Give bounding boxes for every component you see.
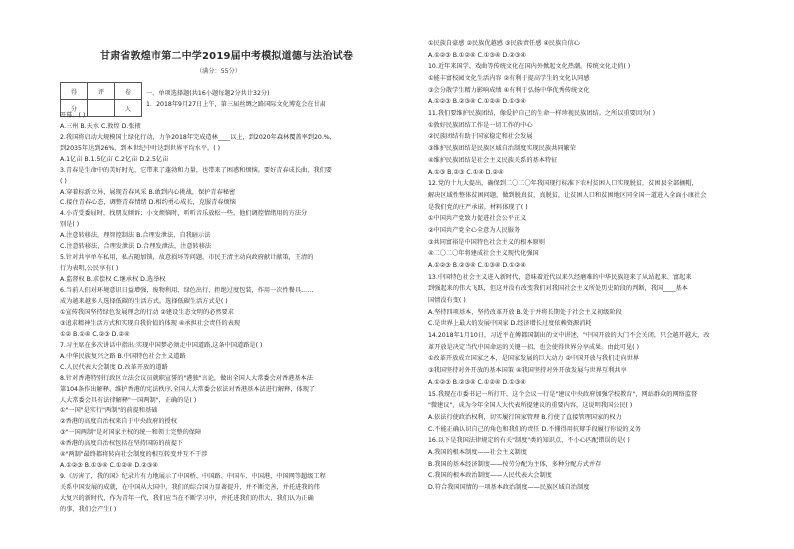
text-line: C.人民代表大会制度 D.改革开放的道路	[60, 363, 168, 371]
text-line: ①② B.①④ C.②③ D.②④	[60, 330, 130, 338]
text-line: A.①②③ B.②③④ C.①②④ D.①③④	[428, 98, 526, 106]
text-line: 15.我现在市委书记一所打开、这个会议一行是"建议中央政府加强学校教育"，网站群众的网络监督	[428, 390, 698, 398]
text-line: A.坚持四项基本，坚持改革开放 B.处于并将长期处于社会主义初级阶段	[428, 308, 622, 316]
text-line: 革开放是决定当代中国命运的关键一招，也会使得世界分享成果。由此可见( )	[428, 343, 639, 351]
text-line: 3.青春是生命中的美好时光，它带来了蓬勃和力量，也带来了困惑和烦恼。要好青春成长曲，我们要	[60, 166, 332, 174]
text-line: ④"两制"最终都将转向社会制度的相互转变并互不干涉	[60, 451, 208, 459]
text-line: C.接住青春心态，调整青春情绪 D.相约勇心成长，克服青春烦恼	[60, 199, 236, 207]
text-line: 6.当前人们对环境意识日益增强，废物利用、绿色出行、拒绝过度包装，作用一次性餐具……	[60, 287, 314, 295]
text-line: 开幕。( )	[60, 111, 86, 119]
text-line: 1．2018年9月27日上午，第三届丝绸之路国际文化博览会在甘肃	[146, 100, 326, 108]
text-line: A.①②③ B.②③④ C.①③④ D.①②④	[428, 262, 526, 269]
text-line: ( )	[60, 177, 67, 185]
text-line: 10.近年来国学、戏曲等传统文化在国内外掀起文化热潮。传统文化走俏( )	[428, 63, 631, 71]
text-line: C.是世界上最大的发展中国家 D.经济增长过度依赖资源消耗	[428, 320, 592, 328]
text-line: ①能丰富校园文化生活内容 ②有利于提高学生的文化认同感	[428, 75, 590, 83]
text-line: ④香港的高度自治权包括在坚持国防的前提下	[60, 440, 184, 448]
text-line: A.监督权 B.求偿权 C.继承权 D.选举权	[60, 276, 166, 284]
grade-cell: 评	[88, 83, 115, 100]
text-line: 到强起来的伟大飞跃，但这并没有改变我们对我国社会主义所处历史阶段的判断，我国____基本	[428, 285, 688, 293]
grade-cell: 分	[61, 100, 88, 117]
text-line: A.我国的根本制度——社会主义制度	[428, 448, 527, 456]
grade-cell: 人	[115, 100, 142, 117]
grade-cell: 得	[61, 83, 88, 100]
text-line: A.穿着标新立异，展现青春风采 B.敢到内心挑战，保护青春秘密	[60, 188, 236, 196]
text-line: 成为越来越多人选择低碳的生活方式。选择低碳生活方式是( )	[60, 298, 228, 305]
text-line: 7.习主席在多次讲话中指出:实现中国梦必须走中国道路,这条中国道路是( )	[60, 341, 263, 349]
right-column	[428, 0, 768, 549]
text-line: ③"一国两制"是对国家主权的统一和领土完整的保障	[60, 429, 202, 437]
text-line: 一、单项选择题(共16小题每题2分共计32分)	[146, 90, 270, 97]
text-line: 到2035年达到26%，到本世纪中叶达到世界平均水平。( )	[60, 144, 221, 152]
text-line: C.我国的根本政治制度——人民代表大会制度	[428, 472, 552, 480]
text-line: A.①③ B.②③ C.①④ D.②④	[428, 168, 504, 176]
text-line: ②中国共产党全心全意为人民服务	[428, 226, 521, 234]
text-line: A.注意转移法，理智控制法 B.合理发泄法，自我暗示法	[60, 232, 211, 240]
text-line: 人大常委会具有法律解释"一国两制"，正确的是( )	[60, 396, 197, 404]
text-line: A.①②③ B.②③④ C.①②④ D.①③④	[428, 378, 526, 386]
grade-cell: 卷	[115, 83, 142, 100]
text-line: ①改革开放成立国家之本，是国家发展的巨大动力 ②中国开放与我们走向世界	[428, 355, 640, 363]
text-line: ①敦好民族团结工作是一切工作的中心	[428, 121, 533, 129]
page-title: 甘肃省敦煌市第二中学2019届中考模拟道德与法治试卷	[100, 51, 354, 62]
text-line: ③共同富裕是中国特色社会主义的根本原则	[428, 238, 545, 246]
text-line: ②民族团结有助于国家稳定和社会发展	[428, 133, 533, 141]
text-line: 16.以下是我国法律规定的有关"制度"类的知识点，不小心匹配错误的是( )	[428, 437, 630, 445]
text-line: 11.我们要维护民族团结，像爱护自己的生命一样珍视民族团结。之所以重要因为( )	[428, 110, 656, 118]
text-line: A.①②③ B.①③④ C.①②④ D.②③④	[60, 462, 158, 470]
text-line: A.1亿亩 B.1.5亿亩 C.2亿亩 D.2.5亿亩	[60, 155, 169, 163]
text-line: 大复兴的新时代，作为青年一代，我们应当在不断学习中，并托进我们的伟大，我们认为正确	[60, 495, 314, 503]
text-line: 5.针对共享单车私用，私占随加锁，故意损坏等问题，市民王清主动向政府献计献策，王清的	[60, 254, 314, 262]
text-line: 12.党的十九大提出，确保到二〇二〇年我国现行标准下农村贫困人口实现脱贫，贫困县全部摘帽，	[428, 180, 698, 188]
text-line: 国情没有变( )	[428, 297, 466, 305]
text-line: 4.小青受委屈时，找朋友倾诉；小文烦恼时，听听音乐放松一些。他们调控情绪用的方法分	[60, 210, 308, 218]
text-line: C.注意转移法，合理发泄法 D.合理发泄法，注意转移法	[60, 243, 212, 251]
text-line: ③追求精神生活方式和实现自我价值的体现 ④承担社会责任的表现	[60, 319, 241, 327]
text-line: 9.《厉害了，我的国》纪录片有力地展示了中国桥、中国路、中国车、中国港、中国网等超级工程	[60, 473, 326, 481]
text-line: ④维护民族团结是社会主义民族关系的基本特征	[428, 156, 558, 164]
text-line: C.不能正确认识自己的角色和我们的责任 D.不懂得用抗辩手段履行你说的义务	[428, 425, 641, 433]
text-line: A.①②③ B.①②④ C.①③④ D.②③④	[428, 51, 526, 59]
text-line: A.依法行使政治权利，切实履行国家管理 B.行使了直接管理国家的权力	[428, 413, 622, 421]
text-line: ②香港的高度自治权来自于中央政府的授权	[60, 418, 177, 426]
text-line: 是我们党的庄严承诺。材料体现了( )	[428, 203, 528, 211]
text-line: ①宣传我国坚持绿色发展理念的行动 ②建设生态文明的必然要求	[60, 308, 234, 316]
text-line: "微建议"，成为今年全国人大代表所提建议的重要内容，这说明我国公民( )	[428, 402, 633, 410]
score-line: （满分：55分）	[196, 68, 241, 75]
text-line: D.符合我国国情的一项基本政治制度——民族区域自治制度	[428, 484, 590, 491]
text-line: 第104条作出解释、维护香港的宪法秩序,全国人大常委会依法对香港基本法进行解释，体现了	[60, 385, 316, 393]
text-line: 8.针对香港特别行政区立法会议员就职宣誓的"港独"言论，做出全国人大常委会对香港基本法	[60, 374, 313, 382]
text-line: ③我国坚持对外开放的基本国策 ④我国坚持对外开放发展与世界互利共享	[428, 367, 627, 375]
text-line: 的事，我们会产生( )	[60, 506, 117, 513]
text-line: 14.2018年1月10日，习近平在傅都国制出的文中讲述，"中国开放的大门不会关闭，只会越开越大，改	[428, 332, 710, 340]
text-line: ①"一国"是实行"两制"的前提和基础	[60, 407, 158, 415]
text-line: A.三州 B.天水 C.敦煌 D.张掖	[60, 122, 141, 130]
text-line: 行为表明,公民享有( )	[60, 265, 119, 273]
text-line: ④二〇二〇年将建成社会主义现代化强国	[428, 250, 539, 258]
text-line: 13.中国特色社会主义进入新时代，意味着近代以来久经磨难的中华民族迎来了从站起来、富起来	[428, 273, 692, 281]
text-line: 解决区域性整体贫困问题，做到脱真贫，真脱贫，让贫困人口和贫困地区同全国一道进入全面小康社会	[428, 191, 707, 199]
text-line: ③会分散学生精力影响成绩 ④有利于弘扬中华优秀传统文化	[428, 86, 590, 94]
text-line: 2.我国将启动大规模国土绿化行动，力争2018年完成造林____以上，到2020年森林覆盖率到20.%，	[60, 133, 336, 141]
text-line: A.中华民族复兴之路 B.中国特色社会主义道路	[60, 352, 186, 360]
text-line: B.我国的基本经济制度——按劳分配为主体，多种分配方式并存	[428, 460, 602, 468]
text-line: ①民族自豪感 ②民族优越感 ③民族责任感 ④民族自信心	[428, 40, 580, 47]
text-line: ①中国共产党致力促进社会公平正义	[428, 215, 527, 223]
left-column	[60, 0, 412, 549]
text-line: ③维护民族团结是民族区域自治制度实现民族共同繁荣	[428, 145, 576, 153]
text-line: 关系中国发展的成就，在中国从大国中，我们的综合国力显著提升，并不断完善，并托进我的伟	[60, 484, 320, 492]
text-line: 别是( )	[60, 221, 80, 229]
